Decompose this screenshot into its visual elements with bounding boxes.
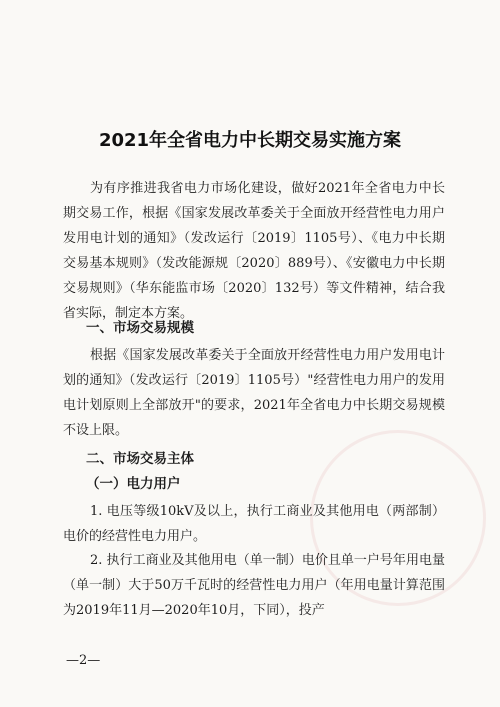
page-number: —2— bbox=[66, 653, 101, 668]
section-heading-2: 二、市场交易主体 bbox=[86, 451, 194, 467]
section-1-paragraph: 根据《国家发展改革委关于全面放开经营性电力用户发用电计划的通知》（发改运行〔2019〕1105号）"经营性电力用户的发用电计划原则上全部放开"的要求，2021年全省电力中长期交易规模不设上限。 bbox=[63, 348, 445, 438]
subsection-heading-1: （一）电力用户 bbox=[86, 476, 181, 492]
document-title: 2021年全省电力中长期交易实施方案 bbox=[98, 130, 402, 151]
list-item-1: 1. 电压等级10kV及以上，执行工商业及其他用电（两部制）电价的经营性电力用户。 bbox=[63, 504, 445, 544]
section-heading-1: 一、市场交易规模 bbox=[86, 320, 194, 336]
intro-paragraph: 为有序推进我省电力市场化建设，做好2021年全省电力中长期交易工作，根据《国家发展改革委关于全面放开经营性电力用户发用电计划的通知》（发改运行〔2019〕1105号）、《电力中长期交易基本规则》（发改能源规〔2020〕889号）、《安徽电力中长期交易规则》（华东能监市场〔2020〕132号）等文件精神，结合我省实际，制定本方案。 bbox=[63, 181, 445, 321]
list-item-2: 2. 执行工商业及其他用电（单一制）电价且单一户号年用电量（单一制）大于50万千瓦时的经营性电力用户（年用电量计算范围为2019年11月—2020年10月，下同），投产 bbox=[63, 553, 445, 618]
red-header-bleedthrough bbox=[59, 71, 460, 125]
